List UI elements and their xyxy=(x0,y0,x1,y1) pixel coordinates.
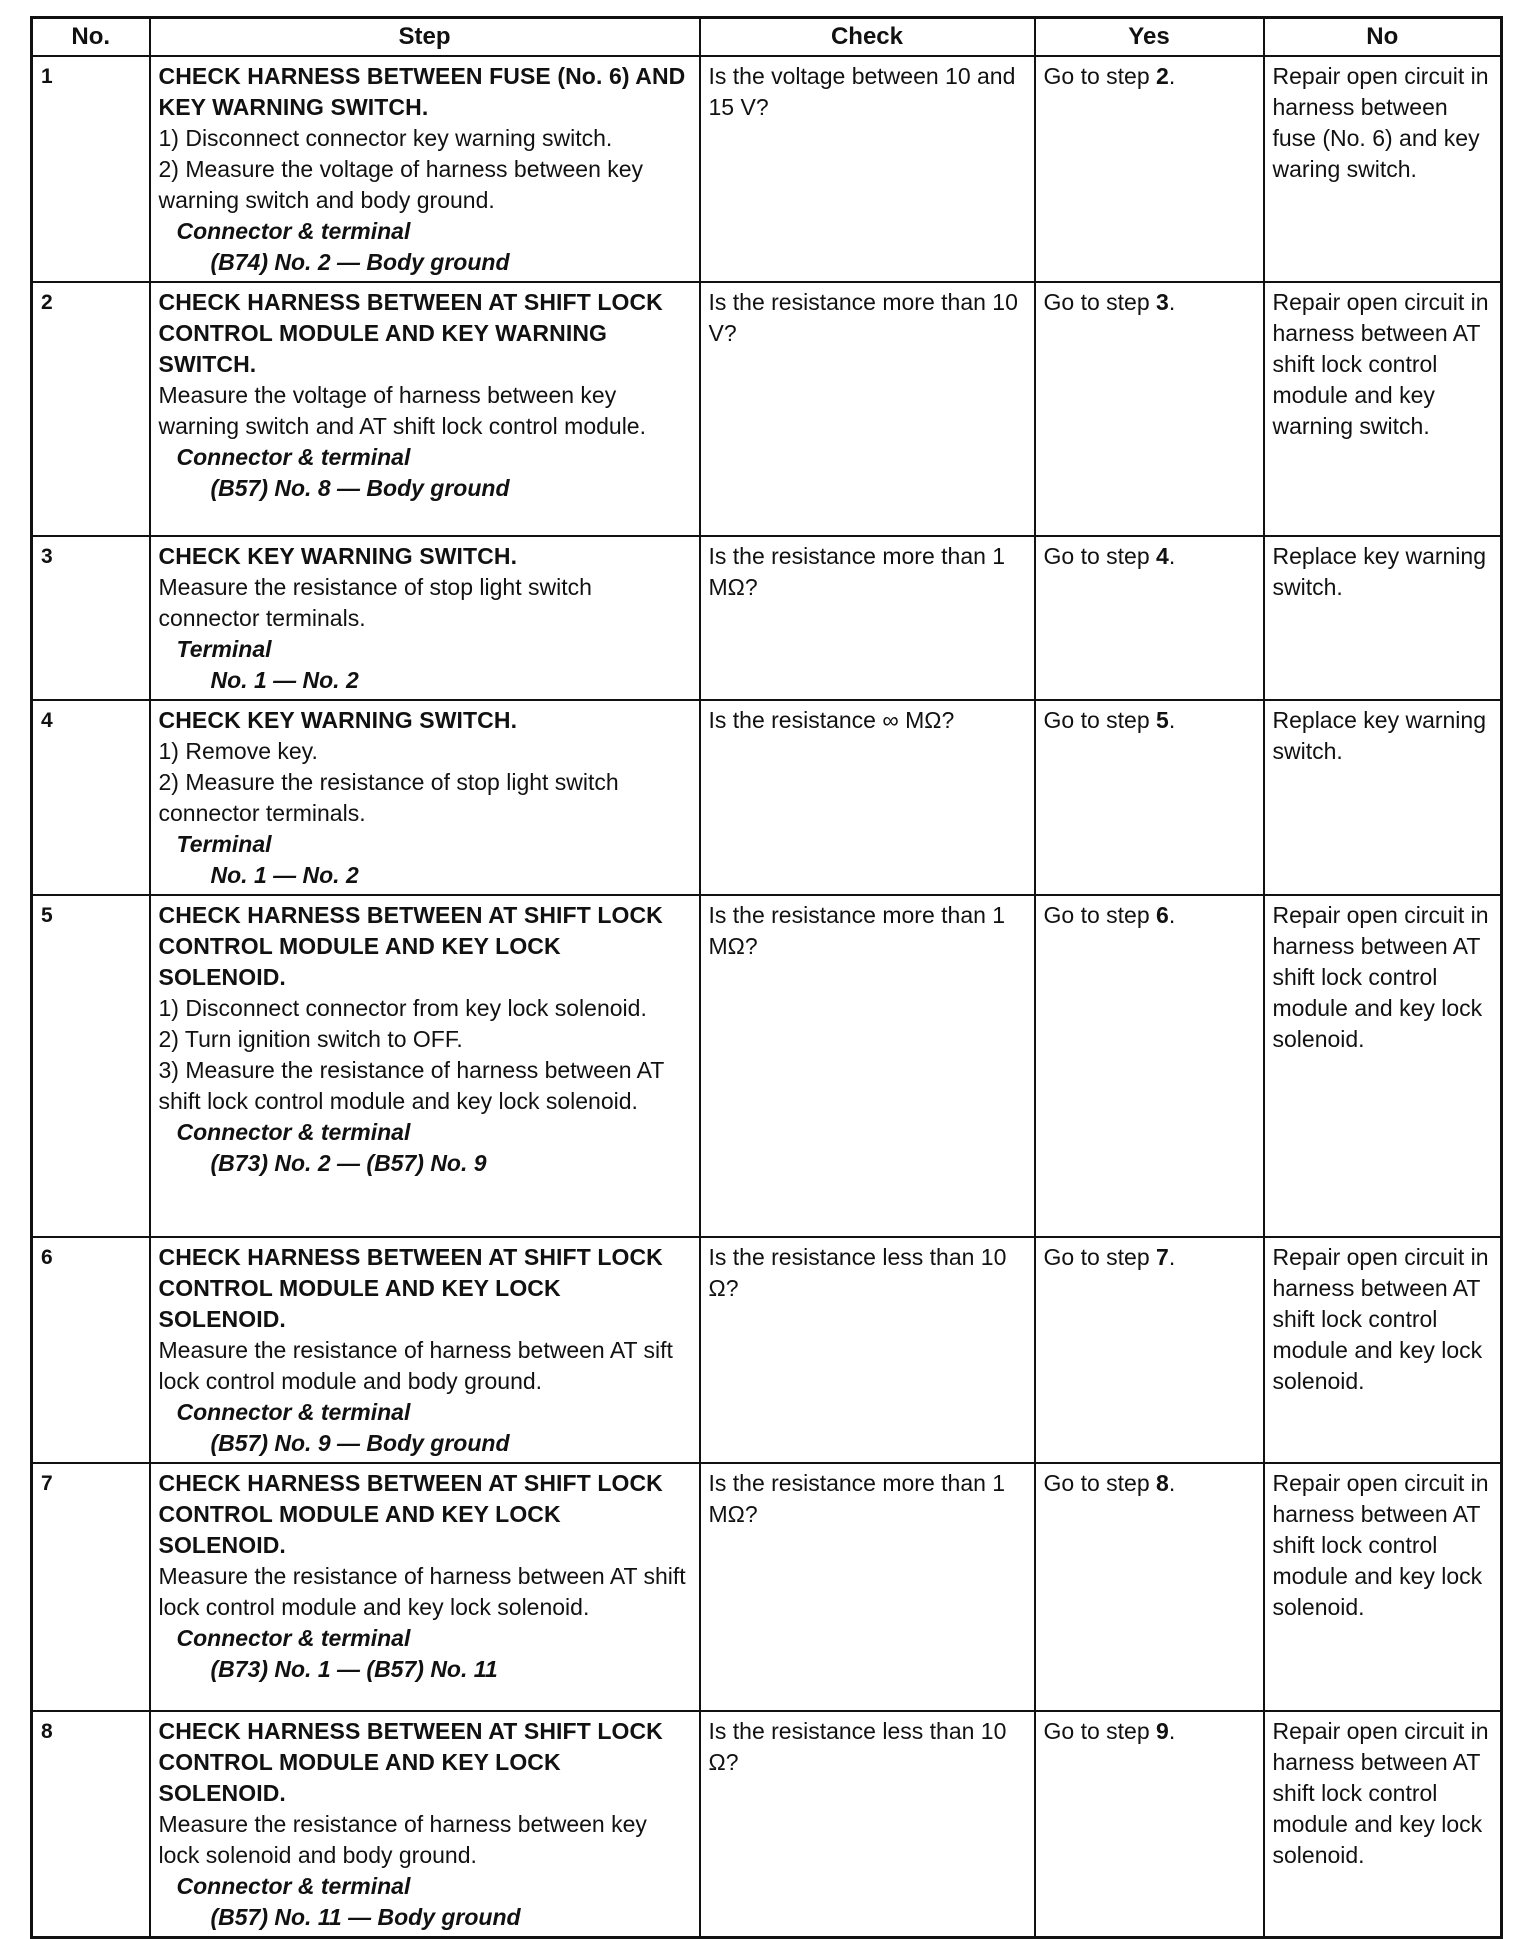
yes-cell xyxy=(1035,895,1264,1237)
yes-prefix: Go to step xyxy=(1043,1244,1157,1270)
yes-cell xyxy=(1035,56,1264,282)
yes-prefix: Go to step xyxy=(1043,1718,1157,1744)
step-instruction: Measure the resistance of harness between key lock solenoid and body ground. xyxy=(158,1811,647,1868)
header-yes: Yes xyxy=(1035,18,1264,57)
no-cell: Replace key warning switch. xyxy=(1264,700,1502,895)
step-instruction: Measure the voltage of harness between key warning switch and AT shift lock control module. xyxy=(158,382,646,439)
terminal-spec: No. 1 — No. 2 xyxy=(210,862,359,888)
terminal-label: Connector & terminal xyxy=(176,444,411,470)
step-instruction: 1) Disconnect connector from key lock solenoid. xyxy=(158,995,647,1021)
check-cell: Is the resistance less than 10 Ω? xyxy=(700,1237,1035,1463)
terminal-spec: (B73) No. 1 — (B57) No. 11 xyxy=(210,1656,498,1682)
step-number: 2 xyxy=(32,282,150,536)
terminal-label: Connector & terminal xyxy=(176,1399,411,1425)
no-cell: Repair open circuit in harness between fuse (No. 6) and key waring switch. xyxy=(1264,56,1502,282)
yes-suffix: . xyxy=(1168,707,1176,733)
step-cell xyxy=(150,700,700,895)
yes-step-number: 8 xyxy=(1156,1470,1169,1496)
table-row xyxy=(32,282,1502,536)
terminal-spec: No. 1 — No. 2 xyxy=(210,667,359,693)
diagnostic-table xyxy=(30,16,1503,1939)
yes-step-number: 2 xyxy=(1156,63,1169,89)
yes-suffix: . xyxy=(1168,1718,1176,1744)
header-step: Step xyxy=(150,18,700,57)
yes-suffix: . xyxy=(1168,1244,1176,1270)
check-cell: Is the resistance more than 1 MΩ? xyxy=(700,895,1035,1237)
step-instruction: 1) Disconnect connector key warning switch. xyxy=(158,125,613,151)
table-row xyxy=(32,536,1502,700)
step-instruction: Measure the resistance of harness between AT sift lock control module and body ground. xyxy=(158,1337,673,1394)
table-row xyxy=(32,1463,1502,1711)
yes-suffix: . xyxy=(1168,289,1176,315)
yes-prefix: Go to step xyxy=(1043,289,1157,315)
step-title: CHECK HARNESS BETWEEN AT SHIFT LOCK CONTROL MODULE AND KEY LOCK SOLENOID. xyxy=(158,902,663,990)
no-cell: Repair open circuit in harness between AT shift lock control module and key lock solenoid. xyxy=(1264,1237,1502,1463)
step-instruction: Measure the resistance of stop light switch connector terminals. xyxy=(158,574,592,631)
terminal-label: Terminal xyxy=(176,831,272,857)
step-cell xyxy=(150,536,700,700)
header-no-action: No xyxy=(1264,18,1502,57)
check-cell: Is the resistance more than 10 V? xyxy=(700,282,1035,536)
step-number: 5 xyxy=(32,895,150,1237)
step-cell xyxy=(150,1711,700,1938)
terminal-spec: (B57) No. 8 — Body ground xyxy=(210,475,510,501)
header-check: Check xyxy=(700,18,1035,57)
yes-prefix: Go to step xyxy=(1043,1470,1157,1496)
table-row xyxy=(32,700,1502,895)
yes-cell xyxy=(1035,700,1264,895)
terminal-label: Connector & terminal xyxy=(176,1625,411,1651)
step-instruction: 2) Measure the voltage of harness between key warning switch and body ground. xyxy=(158,156,644,213)
step-title: CHECK HARNESS BETWEEN AT SHIFT LOCK CONTROL MODULE AND KEY LOCK SOLENOID. xyxy=(158,1470,663,1558)
step-number: 7 xyxy=(32,1463,150,1711)
step-cell xyxy=(150,895,700,1237)
step-number: 1 xyxy=(32,56,150,282)
terminal-spec: (B57) No. 11 — Body ground xyxy=(210,1904,521,1930)
yes-step-number: 6 xyxy=(1156,902,1169,928)
terminal-label: Connector & terminal xyxy=(176,1119,411,1145)
table-row xyxy=(32,56,1502,282)
step-cell xyxy=(150,1463,700,1711)
step-instruction: 2) Measure the resistance of stop light switch connector terminals. xyxy=(158,769,619,826)
terminal-spec: (B73) No. 2 — (B57) No. 9 xyxy=(210,1150,487,1176)
check-cell: Is the resistance ∞ MΩ? xyxy=(700,700,1035,895)
step-number: 4 xyxy=(32,700,150,895)
step-title: CHECK KEY WARNING SWITCH. xyxy=(158,543,518,569)
terminal-spec: (B57) No. 9 — Body ground xyxy=(210,1430,510,1456)
yes-cell xyxy=(1035,1711,1264,1938)
header-no: No. xyxy=(32,18,150,57)
check-cell: Is the resistance less than 10 Ω? xyxy=(700,1711,1035,1938)
yes-prefix: Go to step xyxy=(1043,902,1157,928)
step-title: CHECK HARNESS BETWEEN AT SHIFT LOCK CONTROL MODULE AND KEY WARNING SWITCH. xyxy=(158,289,663,377)
terminal-label: Terminal xyxy=(176,636,272,662)
step-title: CHECK HARNESS BETWEEN AT SHIFT LOCK CONTROL MODULE AND KEY LOCK SOLENOID. xyxy=(158,1244,663,1332)
yes-step-number: 5 xyxy=(1156,707,1169,733)
table-row xyxy=(32,895,1502,1237)
table-row xyxy=(32,1237,1502,1463)
step-number: 3 xyxy=(32,536,150,700)
yes-suffix: . xyxy=(1168,543,1176,569)
yes-prefix: Go to step xyxy=(1043,543,1157,569)
header-row xyxy=(32,18,1502,57)
yes-suffix: . xyxy=(1168,63,1176,89)
step-instruction: 3) Measure the resistance of harness between AT shift lock control module and key lock solenoid. xyxy=(158,1057,664,1114)
step-title: CHECK HARNESS BETWEEN FUSE (No. 6) AND KEY WARNING SWITCH. xyxy=(158,63,686,120)
terminal-label: Connector & terminal xyxy=(176,1873,411,1899)
yes-step-number: 9 xyxy=(1156,1718,1169,1744)
table-body xyxy=(32,56,1502,1938)
step-number: 6 xyxy=(32,1237,150,1463)
yes-prefix: Go to step xyxy=(1043,707,1157,733)
step-instruction: 1) Remove key. xyxy=(158,738,318,764)
yes-suffix: . xyxy=(1168,902,1176,928)
step-cell xyxy=(150,1237,700,1463)
step-title: CHECK KEY WARNING SWITCH. xyxy=(158,707,518,733)
yes-prefix: Go to step xyxy=(1043,63,1157,89)
terminal-label: Connector & terminal xyxy=(176,218,411,244)
step-instruction: 2) Turn ignition switch to OFF. xyxy=(158,1026,463,1052)
check-cell: Is the resistance more than 1 MΩ? xyxy=(700,536,1035,700)
diagnostic-table-sheet xyxy=(30,16,1500,1939)
no-cell: Replace key warning switch. xyxy=(1264,536,1502,700)
table-row xyxy=(32,1711,1502,1938)
step-title: CHECK HARNESS BETWEEN AT SHIFT LOCK CONTROL MODULE AND KEY LOCK SOLENOID. xyxy=(158,1718,663,1806)
no-cell: Repair open circuit in harness between AT shift lock control module and key lock solenoid. xyxy=(1264,1711,1502,1938)
yes-cell xyxy=(1035,536,1264,700)
check-cell: Is the voltage between 10 and 15 V? xyxy=(700,56,1035,282)
check-cell: Is the resistance more than 1 MΩ? xyxy=(700,1463,1035,1711)
step-cell xyxy=(150,282,700,536)
no-cell: Repair open circuit in harness between AT shift lock control module and key lock solenoid. xyxy=(1264,1463,1502,1711)
yes-cell xyxy=(1035,1237,1264,1463)
step-number: 8 xyxy=(32,1711,150,1938)
step-instruction: Measure the resistance of harness between AT shift lock control module and key lock solenoid. xyxy=(158,1563,686,1620)
yes-step-number: 3 xyxy=(1156,289,1169,315)
yes-suffix: . xyxy=(1168,1470,1176,1496)
yes-cell xyxy=(1035,1463,1264,1711)
terminal-spec: (B74) No. 2 — Body ground xyxy=(210,249,510,275)
no-cell: Repair open circuit in harness between AT shift lock control module and key lock solenoid. xyxy=(1264,895,1502,1237)
yes-step-number: 4 xyxy=(1156,543,1169,569)
yes-step-number: 7 xyxy=(1156,1244,1169,1270)
yes-cell xyxy=(1035,282,1264,536)
step-cell xyxy=(150,56,700,282)
no-cell: Repair open circuit in harness between AT shift lock control module and key warning switch. xyxy=(1264,282,1502,536)
